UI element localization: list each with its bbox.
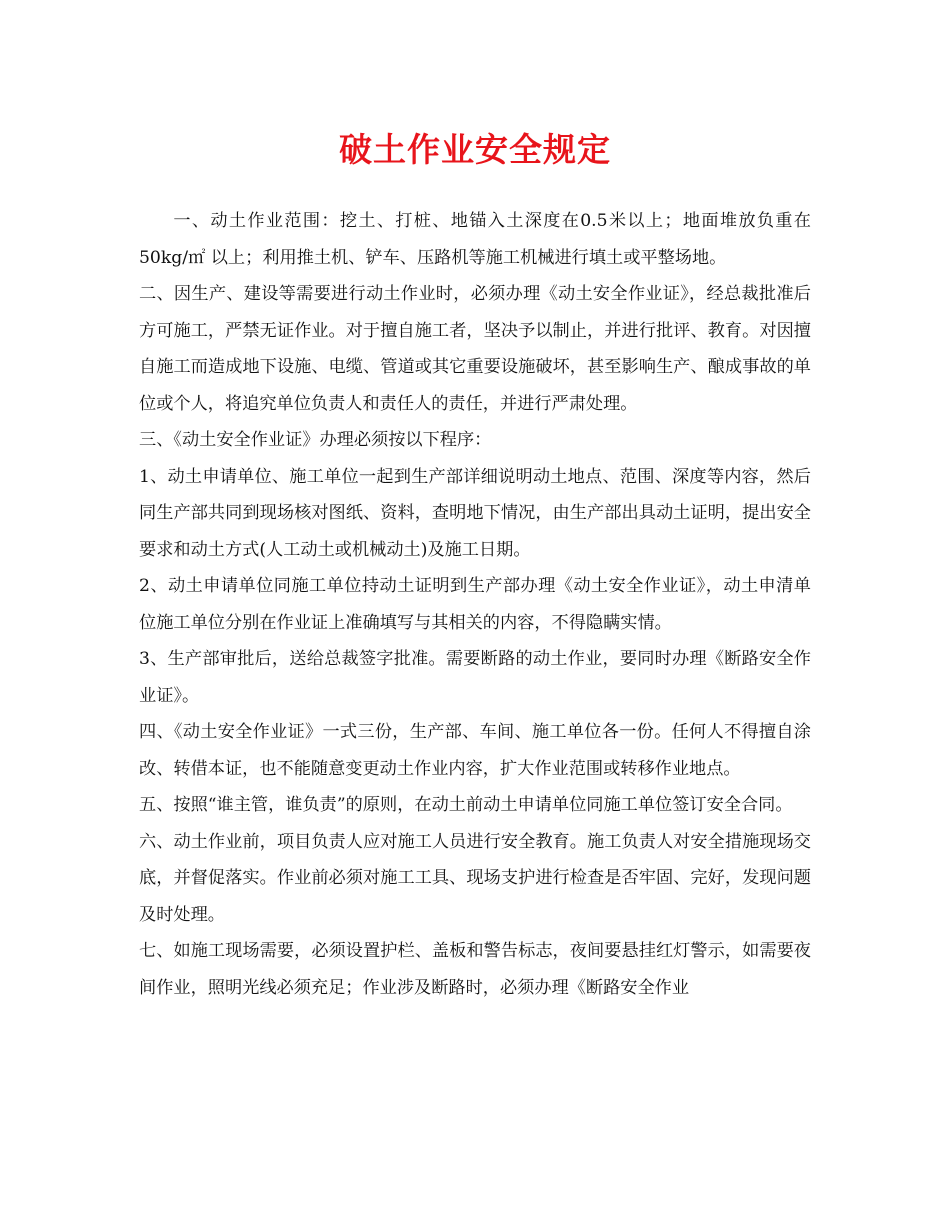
paragraph: 五、按照“谁主管，谁负责”的原则，在动土前动土申请单位同施工单位签订安全合同。 (139, 795, 793, 815)
paragraph: 1、动土申请单位、施工单位一起到生产部详细说明动土地点、范围、深度等内容，然后同生产部共同到现场核对图纸、资料，查明地下情况，由生产部出具动土证明，提出安全要求和动土方式(人工动土或机械动土)及施工日期。 (139, 466, 811, 560)
paragraph: 七、如施工现场需要，必须设置护栏、盖板和警告标志，夜间要悬挂红灯警示，如需要夜间作业，照明光线必须充足；作业涉及断路时，必须办理《断路安全作业 (139, 941, 811, 998)
document-title: 破土作业安全规定 (339, 130, 611, 169)
paragraph: 一、动土作业范围：挖土、打桩、地锚入土深度在0.5米以上；地面堆放负重在50kg/㎡ 以上；利用推土机、铲车、压路机等施工机械进行填土或平整场地。 (139, 211, 811, 268)
paragraph: 二、因生产、建设等需要进行动土作业时，必须办理《动土安全作业证》，经总裁批准后方可施工，严禁无证作业。对于擅自施工者，坚决予以制止，并进行批评、教育。对因擅自施工而造成地下设施、电缆、管道或其它重要设施破坏，甚至影响生产、酿成事故的单位或个人，将追究单位负责人和责任人的责任，并进行严肃处理。 (139, 284, 811, 414)
paragraph: 六、动土作业前，项目负责人应对施工人员进行安全教育。施工负责人对安全措施现场交底，并督促落实。作业前必须对施工工具、现场支护进行检查是否牢固、完好，发现问题及时处理。 (139, 831, 811, 925)
paragraph: 三、《动土安全作业证》办理必须按以下程序： (139, 430, 492, 450)
paragraph: 2、动土申请单位同施工单位持动土证明到生产部办理《动土安全作业证》，动土申清单位施工单位分别在作业证上准确填写与其相关的内容，不得隐瞒实情。 (139, 576, 811, 633)
paragraph: 四、《动土安全作业证》一式三份，生产部、车间、施工单位各一份。任何人不得擅自涂改、转借本证，也不能随意变更动土作业内容，扩大作业范围或转移作业地点。 (139, 722, 811, 779)
paragraph: 3、生产部审批后，送给总裁签字批准。需要断路的动土作业，要同时办理《断路安全作业证》。 (139, 649, 811, 706)
document-body (139, 203, 811, 1006)
